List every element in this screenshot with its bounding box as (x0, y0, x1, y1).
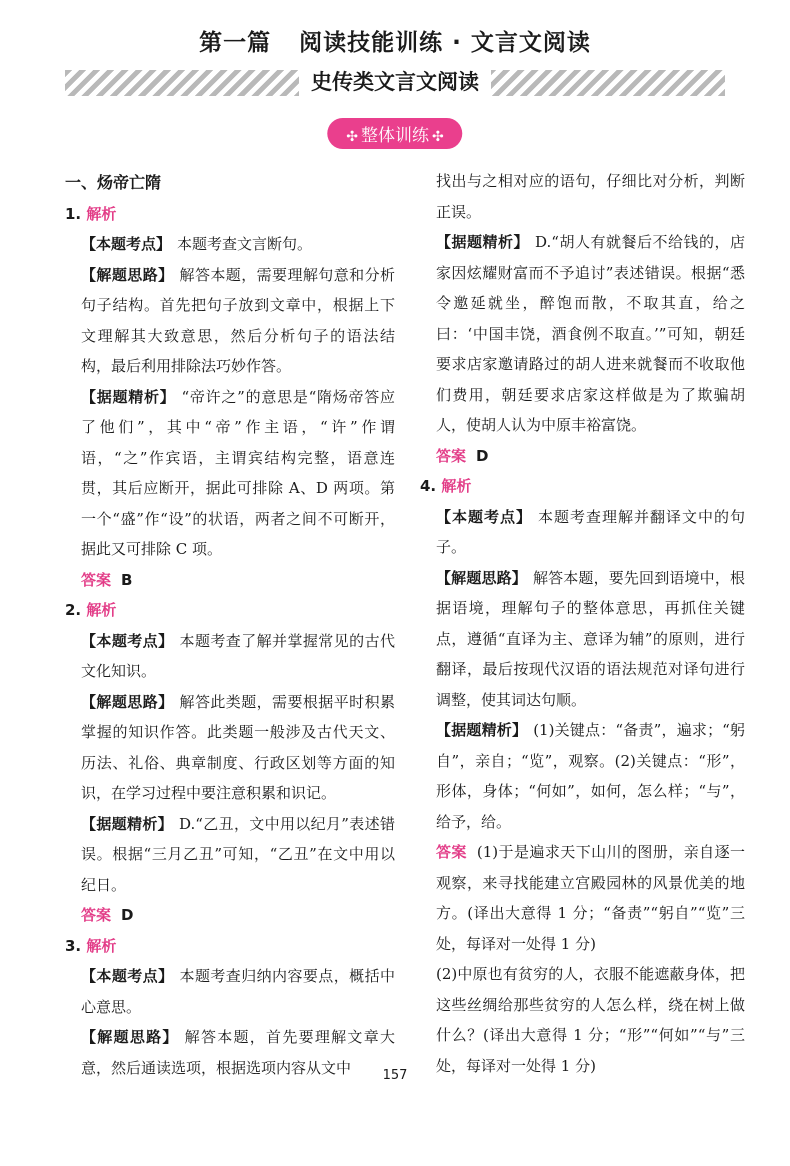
q2-solution-idea: 【解题思路】 解答此类题，需要根据平时积累掌握的知识作答。此类题一般涉及古代天文、历法、礼俗、典章制度、行政区划等方面的知识，在学习过程中要注意积累和识记。 (81, 692, 395, 802)
question-number: 2. (65, 601, 82, 619)
question-4-heading (420, 471, 745, 502)
q1-analysis: 【据题精析】 “帝许之”的意思是“隋炀帝答应了他们”，其中“帝”作主语，“许”作谓语，“之”作宾语，主谓宾结构完整，语意连贯，其后应断开，据此可排除 A、D 两项。第一个“盛”作“设”的状语，两者之间不可断开，据此又可排除 C 项。 (81, 387, 395, 558)
header-part: 第一篇 (199, 30, 272, 56)
sparkle-icon: ✣ (432, 129, 444, 145)
q1-key-point: 【本题考点】 本题考查文言断句。 (81, 235, 313, 253)
badge-label: 整体训练 (361, 126, 429, 146)
right-column (420, 166, 745, 1081)
header-title: 阅读技能训练 · 文言文阅读 (299, 30, 591, 56)
page-header (0, 24, 790, 57)
analysis-tag: 解析 (86, 601, 117, 619)
question-number: 1. (65, 204, 82, 223)
q3-key-point: 【本题考点】 本题考查归纳内容要点，概括中心意思。 (81, 967, 395, 1016)
question-1-heading (65, 199, 395, 230)
article-title: 一、炀帝亡隋 (65, 173, 162, 192)
q3-solution-idea-continued: 找出与之相对应的语句，仔细比对分析，判断正误。 (436, 172, 745, 221)
q3-analysis: 【据题精析】 D.“胡人有就餐后不给钱的，店家因炫耀财富而不予追讨”表述错误。根据“悉令邀延就坐，醉饱而散，不取其直，给之曰：‘中国丰饶，酒食例不取直。’”可知，朝廷要求店家邀请路过的胡人进来就餐而不收取他们费用，朝廷要求店家这样做是为了欺骗胡人，使胡人认为中原丰裕富饶。 (436, 233, 745, 434)
q4-key-point: 【本题考点】 本题考查理解并翻译文中的句子。 (436, 507, 745, 556)
q4-answer-part-1: 答案 (1)于是遍求天下山川的图册，亲自逐一观察，来寻找能建立宫殿园林的风景优美的地方。(译出大意得 1 分；“备责”“躬自”“览”三处，每译对一处得 1 分) (436, 843, 745, 953)
section-title: 史传类文言文阅读 (299, 66, 491, 98)
q2-answer: 答案 D (81, 906, 134, 924)
question-3-heading (65, 931, 395, 962)
analysis-tag: 解析 (86, 936, 117, 955)
q4-solution-idea: 【解题思路】 解答本题，要先回到语境中，根据语境，理解句子的整体意思，再抓住关键点，遵循“直译为主、意译为辅”的原则，进行翻译，最后按现代汉语的语法规范对译句进行调整，使其词达句顺。 (436, 568, 745, 709)
q1-answer: 答案 B (81, 570, 133, 589)
q3-answer: 答案 D (436, 446, 489, 465)
training-badge (327, 118, 462, 149)
q4-answer-part-2: (2)中原也有贫穷的人，衣服不能遮蔽身体，把这些丝绸给那些贫穷的人怎么样，绕在树上做什么？(译出大意得 1 分；“形”“何如”“与”三处，每译对一处得 1 分) (436, 965, 745, 1075)
analysis-tag: 解析 (441, 477, 472, 495)
section-banner (65, 70, 725, 96)
q3-solution-idea: 【解题思路】 解答本题，首先要理解文章大意，然后通读选项，根据选项内容从文中 (81, 1028, 395, 1077)
question-2-heading (65, 595, 395, 626)
q2-key-point: 【本题考点】 本题考查了解并掌握常见的古代文化知识。 (81, 631, 395, 680)
question-number: 4. (420, 477, 437, 495)
q4-analysis: 【据题精析】 (1)关键点：“备责”，遍求；“躬自”，亲自；“览”，观察。(2)关键点：“形”，形体，身体；“何如”，如何，怎么样；“与”，给予，给。 (436, 721, 745, 831)
sparkle-icon: ✣ (346, 129, 358, 145)
analysis-tag: 解析 (86, 204, 117, 223)
q2-analysis: 【据题精析】 D.“乙丑，文中用以纪月”表述错误。根据“三月乙丑”可知，“乙丑”在文中用以纪日。 (81, 814, 395, 894)
q1-solution-idea: 【解题思路】 解答本题，需要理解句意和分析句子结构。首先把句子放到文章中，根据上下文理解其大致意思，然后分析句子的语法结构，最后利用排除法巧妙作答。 (81, 265, 395, 375)
left-column (65, 168, 395, 1083)
page-number: 157 (382, 1068, 408, 1083)
question-number: 3. (65, 936, 82, 955)
